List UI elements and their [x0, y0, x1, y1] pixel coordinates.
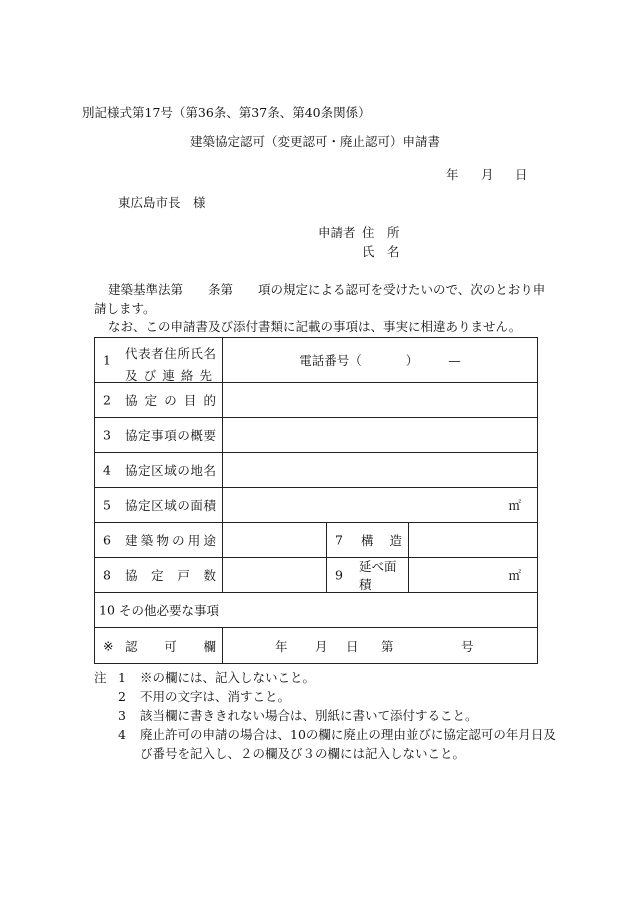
label-char: 連 — [162, 368, 175, 383]
label-char: 定 — [138, 498, 151, 513]
unit-sqm: ㎡ — [508, 498, 521, 513]
row-number: 7 — [335, 532, 343, 548]
label-char: 定 — [138, 463, 151, 478]
addressee: 東広島市長 様 — [118, 195, 206, 210]
label-char: 用 — [187, 533, 201, 548]
other-field[interactable] — [223, 593, 538, 628]
label-char: 者 — [151, 346, 164, 361]
label-structure — [327, 523, 409, 558]
structure-field[interactable] — [409, 523, 538, 558]
label-char: 的 — [203, 393, 216, 408]
label-char: 面 — [190, 498, 203, 513]
purpose-field[interactable] — [223, 383, 538, 418]
note-number: 3 — [118, 708, 126, 723]
label-char: 定 — [144, 393, 158, 408]
label-building-use — [125, 531, 216, 549]
form-id: 別記様式第17号（第36条、第37条、第40条関係） — [82, 105, 371, 120]
label-permit — [95, 628, 223, 664]
permit-day: 日 — [346, 639, 359, 654]
permit-field — [223, 628, 538, 664]
label-char: 域 — [164, 498, 177, 513]
note-number: 4 — [118, 727, 126, 742]
date-day: 日 — [515, 167, 528, 182]
applicant-name: 氏 名 — [362, 244, 400, 259]
area-name-field[interactable] — [223, 453, 538, 488]
label-char: 協 — [125, 463, 138, 478]
notes-head: 注 — [94, 670, 107, 685]
label-char: 構 — [361, 533, 374, 548]
declaration: なお、この申請書及び添付書類に記載の事項は、事実に相違ありません。 — [108, 319, 522, 334]
label-char: 及 — [125, 368, 138, 383]
row-number: 6 — [103, 532, 111, 548]
label-char: 物 — [156, 533, 169, 548]
floor-area-label: 延べ面積 — [359, 559, 397, 592]
permit-go: 号 — [461, 639, 474, 654]
date-month: 月 — [481, 167, 494, 182]
note-number: 2 — [118, 689, 126, 704]
label-char: 造 — [389, 533, 402, 548]
label-char: 名 — [203, 463, 216, 478]
row-number: 5 — [103, 497, 111, 513]
area-size-field[interactable] — [223, 488, 538, 523]
note-number: 1 — [118, 670, 126, 685]
note-text: 廃止許可の申請の場合は、10の欄に廃止の理由並びに協定認可の年月日及び番号を記入し、２の欄及び３の欄には記入しないこと。 — [140, 727, 556, 761]
unit-sqm: ㎡ — [508, 568, 521, 583]
date-year: 年 — [446, 167, 459, 182]
note-item — [94, 668, 564, 687]
row-number: 1 — [103, 352, 111, 368]
note-text: 不用の文字は、消すこと。 — [140, 689, 291, 704]
row-other — [95, 593, 538, 628]
label-char: 地 — [190, 463, 203, 478]
note-item — [94, 725, 564, 763]
label-char: の — [172, 533, 185, 548]
label-char: 概 — [190, 428, 203, 443]
label-char: 先 — [199, 368, 212, 383]
label-char: 積 — [203, 498, 216, 513]
label-char: の — [164, 393, 177, 408]
row-number: 3 — [103, 427, 111, 443]
phone-dash: — — [448, 353, 461, 368]
label-char: 協 — [125, 568, 138, 583]
label-char: 所 — [177, 346, 190, 361]
label-char: 築 — [140, 533, 154, 548]
row-area-name — [95, 453, 538, 488]
label-area-name — [125, 461, 216, 479]
label-char: 事 — [151, 428, 164, 443]
permit-no: 第 — [381, 639, 394, 654]
label-units — [125, 566, 216, 584]
label-char: 区 — [151, 463, 164, 478]
phone-paren-close: ） — [405, 353, 419, 368]
row-representative — [95, 338, 538, 383]
label-area-size — [125, 496, 216, 514]
units-field[interactable] — [223, 558, 327, 593]
label-char: 絡 — [180, 368, 194, 383]
label-representative — [95, 338, 223, 383]
label-char: 名 — [203, 346, 216, 361]
row-purpose — [95, 383, 538, 418]
label-char: 代 — [125, 346, 138, 361]
label-char: 建 — [125, 533, 138, 548]
row-number: 9 — [335, 567, 343, 583]
application-table — [94, 337, 538, 664]
label-char: の — [177, 428, 190, 443]
building-use-field[interactable] — [223, 523, 327, 558]
label-char: 可 — [164, 638, 177, 654]
label-char: 項 — [164, 428, 177, 443]
notes — [94, 668, 564, 763]
note-item — [94, 706, 564, 725]
applicant-label: 申請者 — [318, 225, 356, 240]
applicant-address: 住 所 — [362, 225, 400, 240]
label-char: 要 — [203, 428, 216, 443]
label-char: の — [177, 463, 190, 478]
label-char: 区 — [151, 498, 164, 513]
permit-month: 月 — [315, 639, 328, 654]
label-char: 表 — [138, 346, 151, 361]
phone-label: 電話番号（ — [299, 353, 362, 368]
note-item — [94, 687, 564, 706]
label-summary — [125, 426, 216, 444]
label-char: 協 — [125, 393, 138, 408]
permit-year: 年 — [275, 639, 288, 654]
label-char: 定 — [138, 428, 151, 443]
row-number: 10 — [99, 602, 115, 618]
label-char: 途 — [203, 533, 216, 548]
permit-mark: ※ — [103, 638, 114, 653]
label-char: 目 — [183, 393, 197, 408]
row-number: 8 — [103, 567, 111, 583]
label-purpose — [125, 391, 216, 409]
floor-area-field[interactable] — [409, 558, 538, 593]
summary-field[interactable] — [223, 418, 538, 453]
label-char: 数 — [203, 568, 216, 583]
label-char: 住 — [164, 346, 177, 361]
label-char: 定 — [151, 568, 164, 583]
label-char: の — [177, 498, 190, 513]
label-floor-area — [327, 558, 409, 593]
row-number: 4 — [103, 462, 111, 478]
label-char: び — [143, 368, 157, 383]
row-area-size — [95, 488, 538, 523]
row-units-floor — [95, 558, 538, 593]
row-permit — [95, 628, 538, 664]
label-char: 欄 — [203, 638, 216, 654]
page-title: 建築協定認可（変更認可・廃止認可）申請書 — [189, 134, 440, 149]
phone-field[interactable] — [223, 338, 538, 383]
label-char: 戸 — [177, 568, 190, 583]
label-char: 氏 — [190, 346, 203, 361]
label-char: 協 — [125, 428, 138, 443]
label-other: その他必要な事項 — [119, 603, 220, 618]
note-text: 該当欄に書ききれない場合は、別紙に書いて添付すること。 — [140, 708, 478, 723]
row-use-structure — [95, 523, 538, 558]
label-line1 — [125, 343, 216, 365]
row-number: 2 — [103, 392, 111, 408]
label-char: 域 — [164, 463, 177, 478]
label-char: 認 — [125, 638, 138, 654]
label-char: 協 — [125, 498, 138, 513]
row-summary — [95, 418, 538, 453]
intro-paragraph: 建築基準法第 条第 項の規定による認可を受けたいので、次のとおり申請します。 — [94, 282, 546, 316]
note-text: ※の欄には、記入しないこと。 — [140, 670, 316, 685]
